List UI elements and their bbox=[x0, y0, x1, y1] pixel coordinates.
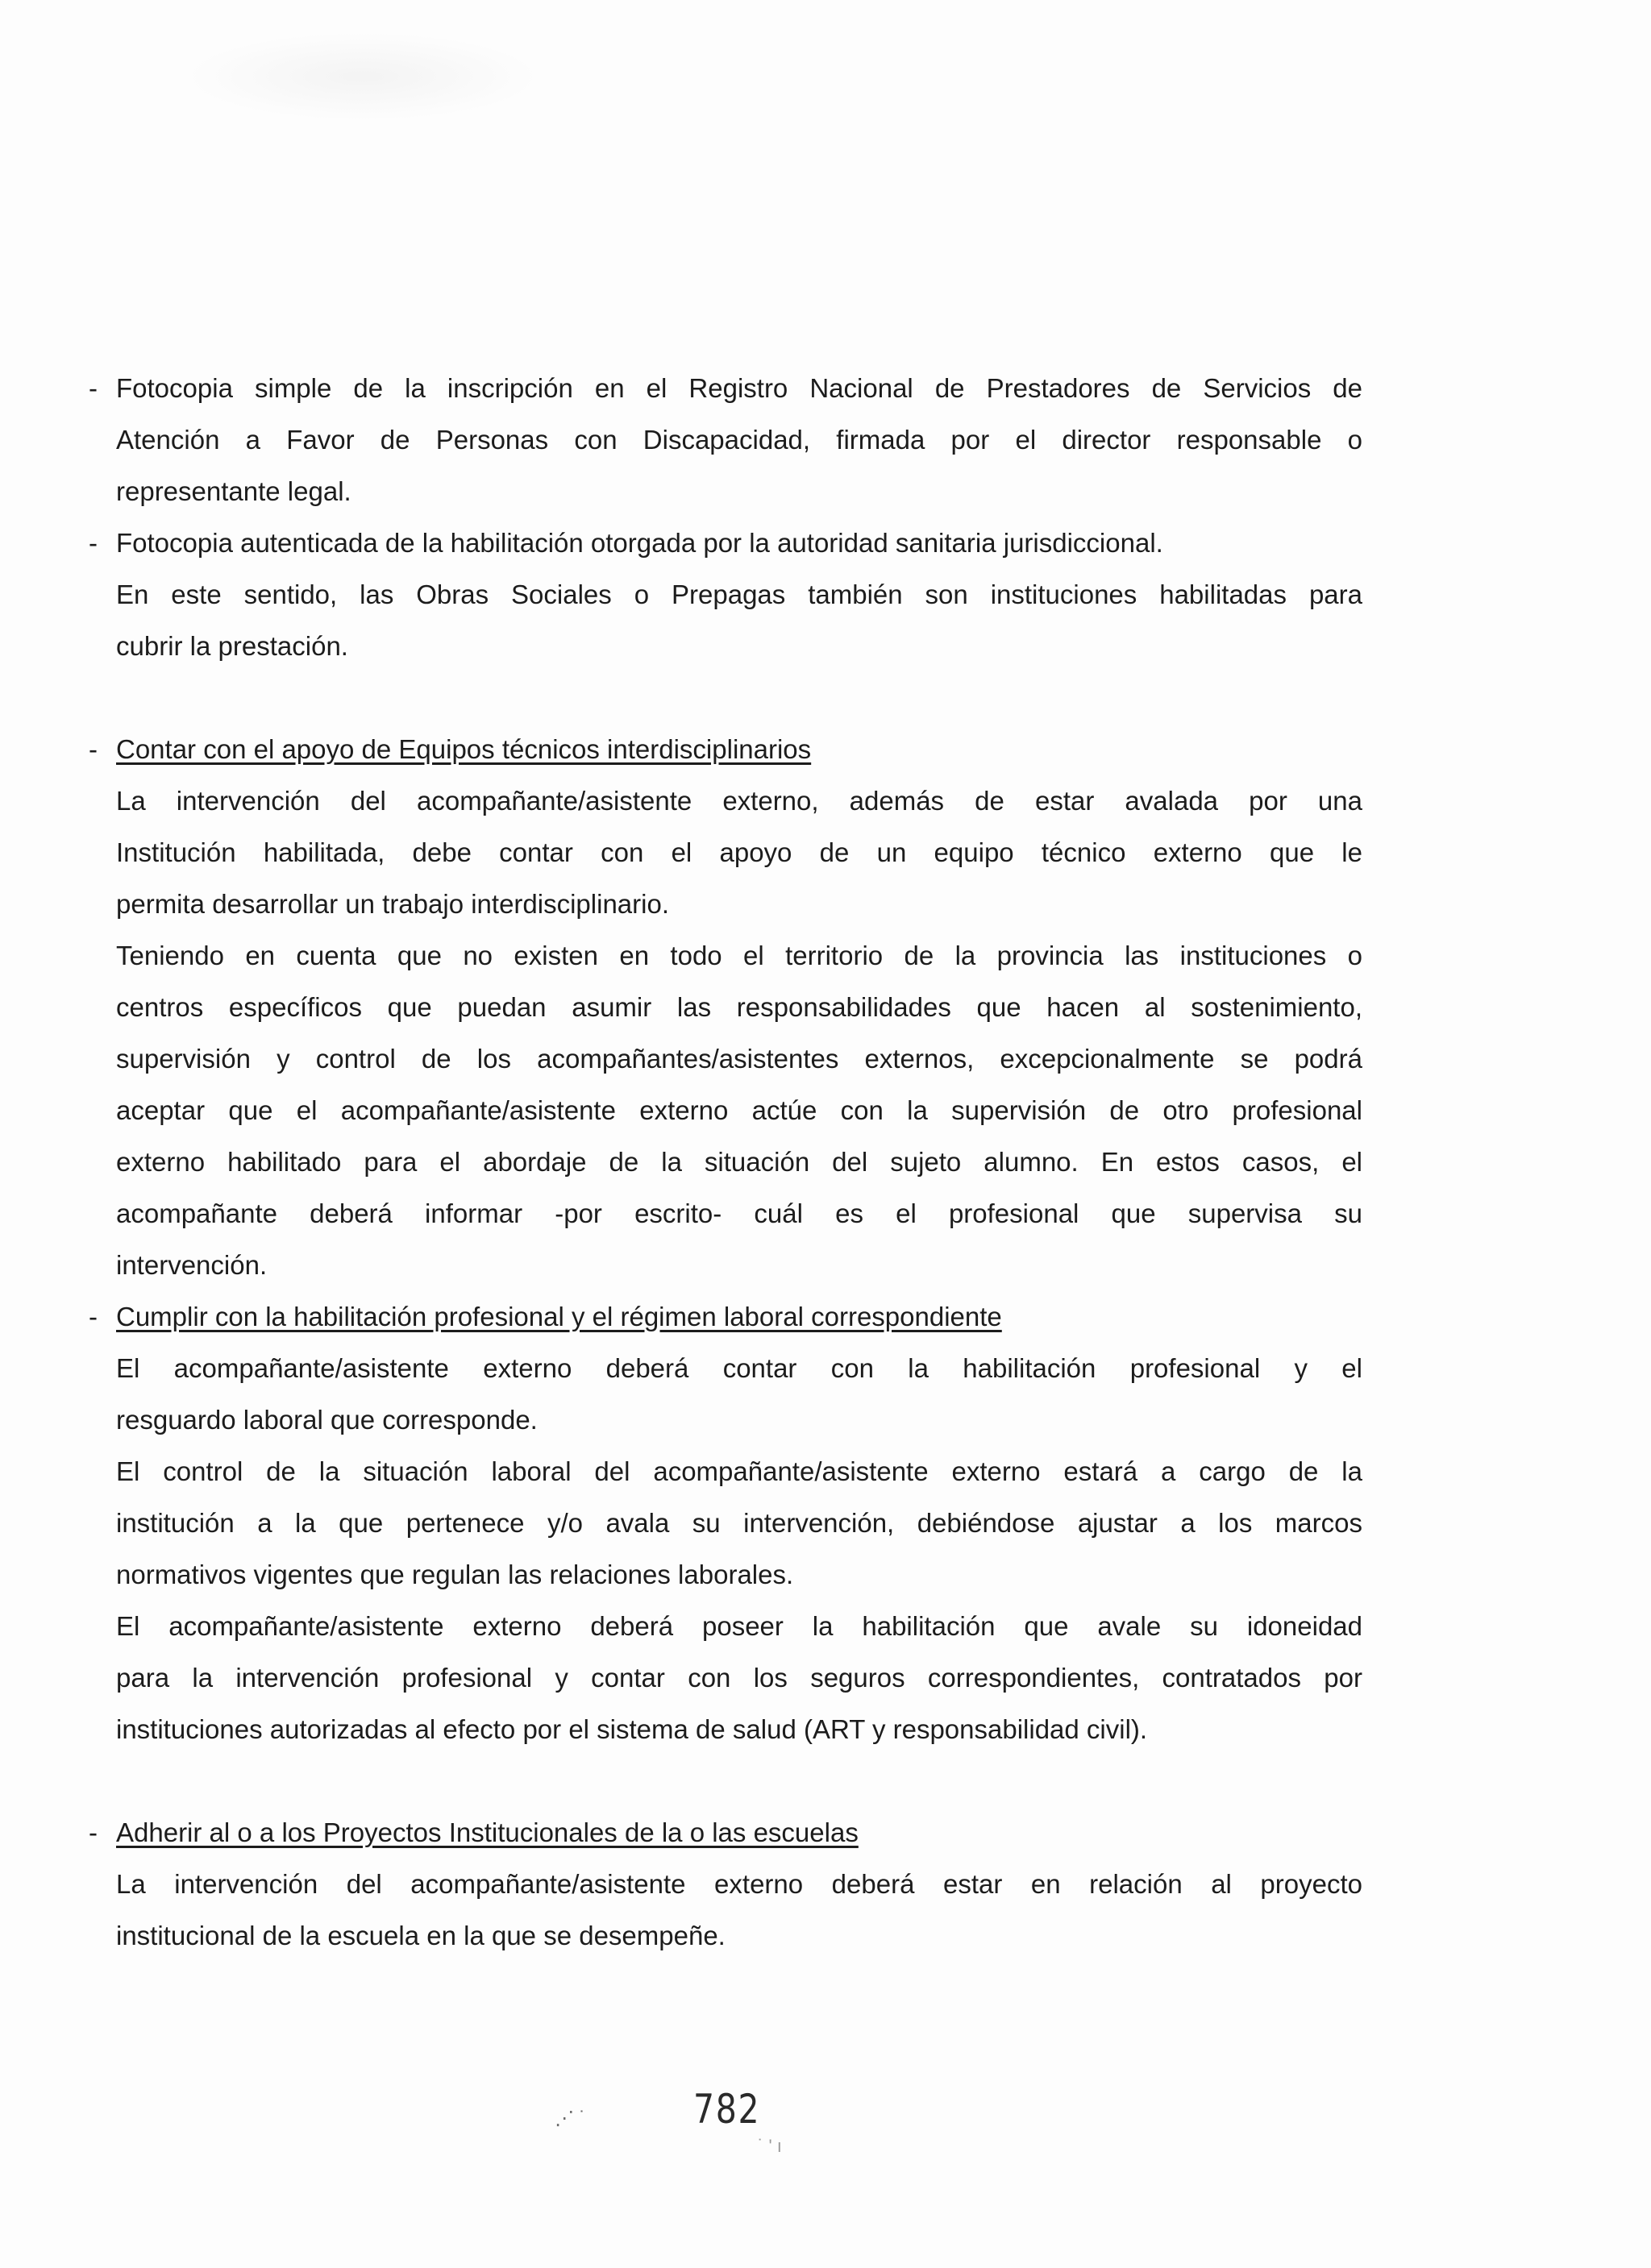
text-line: Teniendo en cuenta que no existen en todo el territorio de la provincia las instituciones o bbox=[116, 941, 1362, 970]
text-line: El control de la situación laboral del acompañante/asistente externo estará a cargo de la bbox=[116, 1456, 1362, 1486]
text-line: intervención. bbox=[116, 1250, 268, 1280]
bullet-dash: - bbox=[89, 1817, 98, 1847]
text-line: normativos vigentes que regulan las relaciones laborales. bbox=[116, 1560, 794, 1589]
section-heading bbox=[89, 1291, 1362, 1343]
text-line: cubrir la prestación. bbox=[116, 631, 348, 661]
text-line: Institución habilitada, debe contar con el apoyo de un equipo técnico externo que le bbox=[116, 837, 1362, 867]
bullet-dash: - bbox=[89, 734, 98, 764]
scan-speck: ⋰ ˙ bbox=[555, 2108, 586, 2129]
text-line: El acompañante/asistente externo deberá poseer la habilitación que avale su idoneidad bbox=[116, 1611, 1362, 1641]
text-line: representante legal. bbox=[116, 476, 351, 506]
spacer bbox=[89, 1755, 1362, 1807]
spacer bbox=[89, 672, 1362, 724]
text-line: institución a la que pertenece y/o avala su intervención, debiéndose ajustar a los marcos bbox=[116, 1508, 1362, 1538]
list-item bbox=[89, 517, 1362, 569]
text-line: El acompañante/asistente externo deberá contar con la habilitación profesional y el bbox=[116, 1353, 1362, 1383]
text-line: acompañante deberá informar -por escrito- cuál es el profesional que supervisa su bbox=[116, 1198, 1362, 1228]
text-line: La intervención del acompañante/asistente externo, además de estar avalada por una bbox=[116, 786, 1362, 816]
text-line: Atención a Favor de Personas con Discapacidad, firmada por el director responsable o bbox=[116, 425, 1362, 455]
page-number: 782 bbox=[693, 2086, 761, 2133]
scan-speck: ˙ ' ı bbox=[758, 2136, 782, 2156]
heading-text: Contar con el apoyo de Equipos técnicos interdisciplinarios bbox=[116, 734, 812, 764]
text-line: permita desarrollar un trabajo interdisciplinario. bbox=[116, 889, 669, 919]
bullet-dash: - bbox=[89, 373, 98, 403]
heading-text: Adherir al o a los Proyectos Institucionales de la o las escuelas bbox=[116, 1817, 859, 1847]
text-line: supervisión y control de los acompañantes/asistentes externos, excepcionalmente se podrá bbox=[116, 1044, 1362, 1074]
text-line: En este sentido, las Obras Sociales o Prepagas también son instituciones habilitadas para bbox=[116, 579, 1362, 609]
section-heading bbox=[89, 724, 1362, 775]
text-line: aceptar que el acompañante/asistente externo actúe con la supervisión de otro profesional bbox=[116, 1095, 1362, 1125]
text-line: resguardo laboral que corresponde. bbox=[116, 1405, 538, 1435]
scan-smudge bbox=[185, 32, 540, 121]
bullet-dash: - bbox=[89, 1302, 98, 1331]
section-heading bbox=[89, 1807, 1362, 1859]
heading-text: Cumplir con la habilitación profesional y el régimen laboral correspondiente bbox=[116, 1302, 1002, 1331]
list-item bbox=[89, 363, 1362, 414]
text-line: La intervención del acompañante/asistente externo deberá estar en relación al proyecto bbox=[116, 1869, 1362, 1899]
text-line: institucional de la escuela en la que se desempeñe. bbox=[116, 1921, 726, 1950]
bullet-dash: - bbox=[89, 528, 98, 558]
text-line: Fotocopia simple de la inscripción en el Registro Nacional de Prestadores de Servicios de bbox=[116, 373, 1362, 403]
text-line: Fotocopia autenticada de la habilitación otorgada por la autoridad sanitaria jurisdiccional. bbox=[116, 528, 1163, 558]
text-line: centros específicos que puedan asumir las responsabilidades que hacen al sostenimiento, bbox=[116, 992, 1362, 1022]
text-line: instituciones autorizadas al efecto por el sistema de salud (ART y responsabilidad civil). bbox=[116, 1714, 1148, 1744]
text-line: externo habilitado para el abordaje de la situación del sujeto alumno. En estos casos, el bbox=[116, 1147, 1362, 1177]
document-body bbox=[89, 363, 1362, 1962]
text-line: para la intervención profesional y contar con los seguros correspondientes, contratados por bbox=[116, 1663, 1362, 1693]
